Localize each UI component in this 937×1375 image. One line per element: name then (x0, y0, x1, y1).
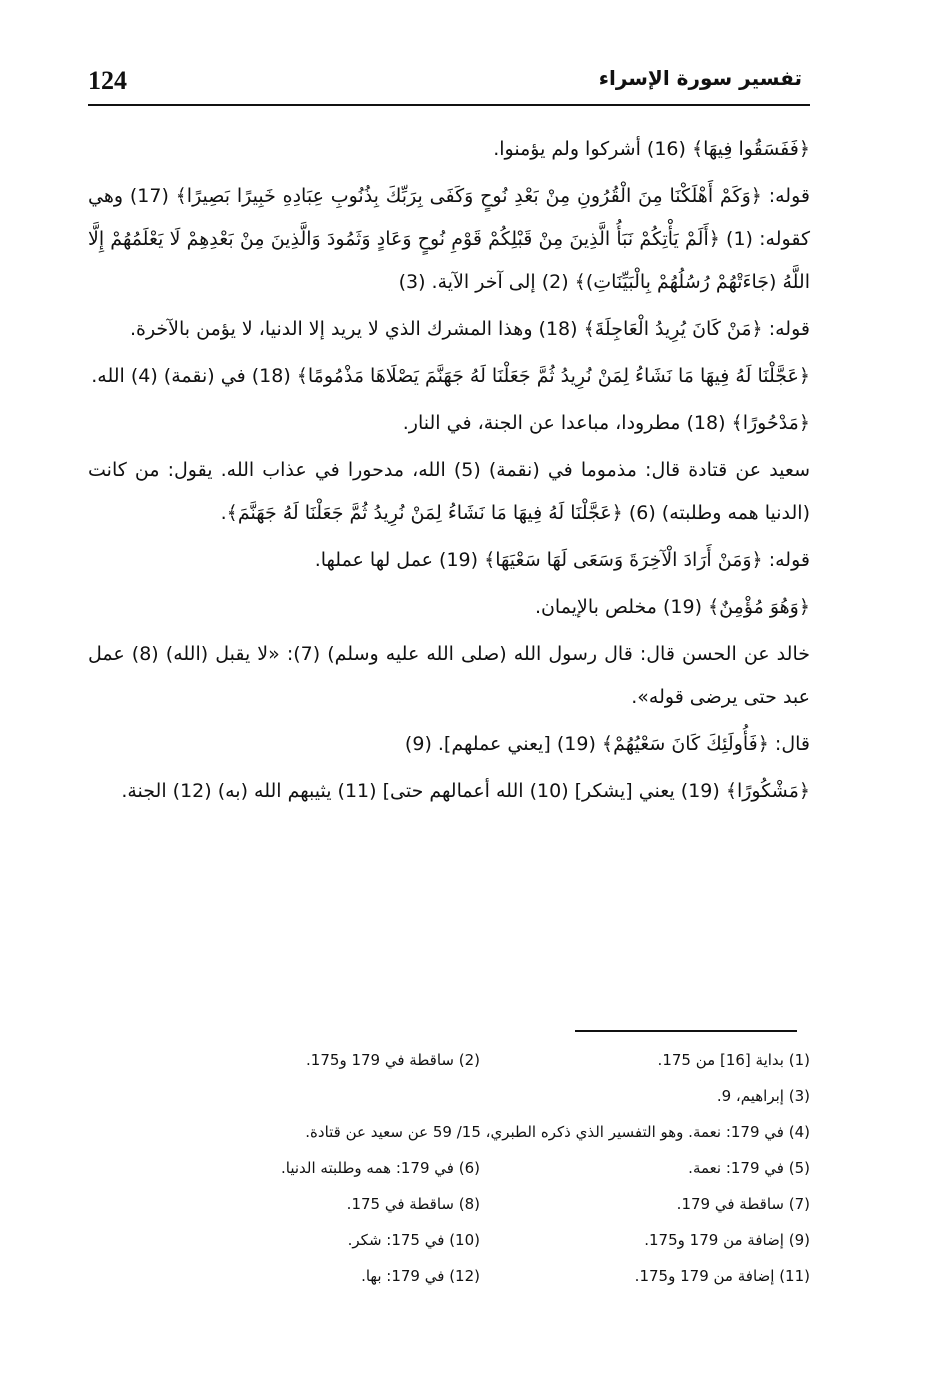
page-number: 124 (88, 66, 127, 95)
footnote-row (150, 1078, 810, 1114)
footnotes (150, 1042, 810, 1294)
footnote-row (150, 1222, 810, 1258)
footnote: (8) ساقطة في 175. (346, 1195, 480, 1213)
paragraph: سعيد عن قتادة قال: مذموما في (نقمة) (5) الله، مدحورا في عذاب الله. يقول: من كانت (الدنيا همه وطلبته) (6) ﴿عَجَّلْنَا لَهُ فِيهَا مَا نَشَاءُ لِمَنْ نُرِيدُ ثُمَّ جَعَلْنَا لَهُ جَهَنَّمَ﴾. (88, 459, 810, 524)
footnote: (12) في 179: بها. (361, 1267, 480, 1285)
paragraph: ﴿مَشْكُورًا﴾ (19) يعني [يشكر] (10) الله أعمالهم حتى] (11) يثيبهم الله (به) (12) الجنة. (121, 780, 810, 802)
paragraph: قال: ﴿فَأُولَئِكَ كَانَ سَعْيُهُمْ﴾ (19) [يعني عملهم]. (9) (404, 733, 810, 755)
footnote-row (150, 1258, 810, 1294)
paragraph: خالد عن الحسن قال: قال رسول الله (صلى الله عليه وسلم) (7): «لا يقبل (الله) (8) عمل عبد حتى يرضى قوله». (88, 643, 810, 708)
page-header (88, 60, 810, 106)
paragraph: ﴿فَفَسَقُوا فِيهَا﴾ (16) أشركوا ولم يؤمنوا. (493, 138, 810, 160)
footnote: (7) ساقطة في 179. (676, 1195, 810, 1213)
footnote-row (150, 1042, 810, 1078)
paragraph: ﴿وَهُوَ مُؤْمِنٌ﴾ (19) مخلص بالإيمان. (534, 596, 810, 618)
footnote: (6) في 179: همه وطلبته الدنيا. (281, 1159, 480, 1177)
paragraph: ﴿مَدْحُورًا﴾ (18) مطرودا، مباعدا عن الجنة، في النار. (402, 412, 810, 434)
paragraph: قوله: ﴿وَكَمْ أَهْلَكْنَا مِنَ الْقُرُونِ مِنْ بَعْدِ نُوحٍ وَكَفَى بِرَبِّكَ بِذُنُوبِ عِبَادِهِ خَبِيرًا بَصِيرًا﴾ (17) وهي كقوله: (1) ﴿أَلَمْ يَأْتِكُمْ نَبَأُ الَّذِينَ مِنْ قَبْلِكُمْ قَوْمِ نُوحٍ وَعَادٍ وَثَمُودَ وَالَّذِينَ مِنْ بَعْدِهِمْ لَا يَعْلَمُهُمْ إِلَّا اللَّهُ (جَاءَتْهُمْ رُسُلُهُمْ بِالْبَيِّنَاتِ)﴾ (2) إلى آخر الآية. (3) (88, 185, 810, 293)
paragraph: ﴿عَجَّلْنَا لَهُ فِيهَا مَا نَشَاءُ لِمَنْ نُرِيدُ ثُمَّ جَعَلْنَا لَهُ جَهَنَّمَ يَصْلَاهَا مَذْمُومًا﴾ (18) في (نقمة) (4) الله. (91, 365, 810, 387)
paragraph: قوله: ﴿مَنْ كَانَ يُرِيدُ الْعَاجِلَةَ﴾ (18) وهذا المشرك الذي لا يريد إلا الدنيا، لا يؤمن بالآخرة. (129, 318, 810, 340)
footnote: (5) في 179: نعمة. (688, 1159, 810, 1177)
footnote: (2) ساقطة في 179 و175. (306, 1051, 480, 1069)
running-title: تفسير سورة الإسراء (598, 66, 802, 90)
footnote-row (150, 1150, 810, 1186)
main-text (88, 128, 810, 817)
footnote-separator (575, 1030, 797, 1032)
footnote: (11) إضافة من 179 و175. (634, 1267, 810, 1285)
footnote: (4) في 179: نعمة. وهو التفسير الذي ذكره الطبري، 15/ 59 عن سعيد عن قتادة. (305, 1123, 810, 1141)
paragraph: قوله: ﴿وَمَنْ أَرَادَ الْآخِرَةَ وَسَعَى لَهَا سَعْيَهَا﴾ (19) عمل لها عملها. (314, 549, 810, 571)
footnote: (9) إضافة من 179 و175. (644, 1231, 810, 1249)
footnote: (1) بداية [16] من 175. (657, 1051, 810, 1069)
footnote-row (150, 1114, 810, 1150)
footnote: (10) في 175: شكر. (347, 1231, 480, 1249)
footnote: (3) إبراهيم، 9. (716, 1087, 810, 1105)
footnote-row (150, 1186, 810, 1222)
